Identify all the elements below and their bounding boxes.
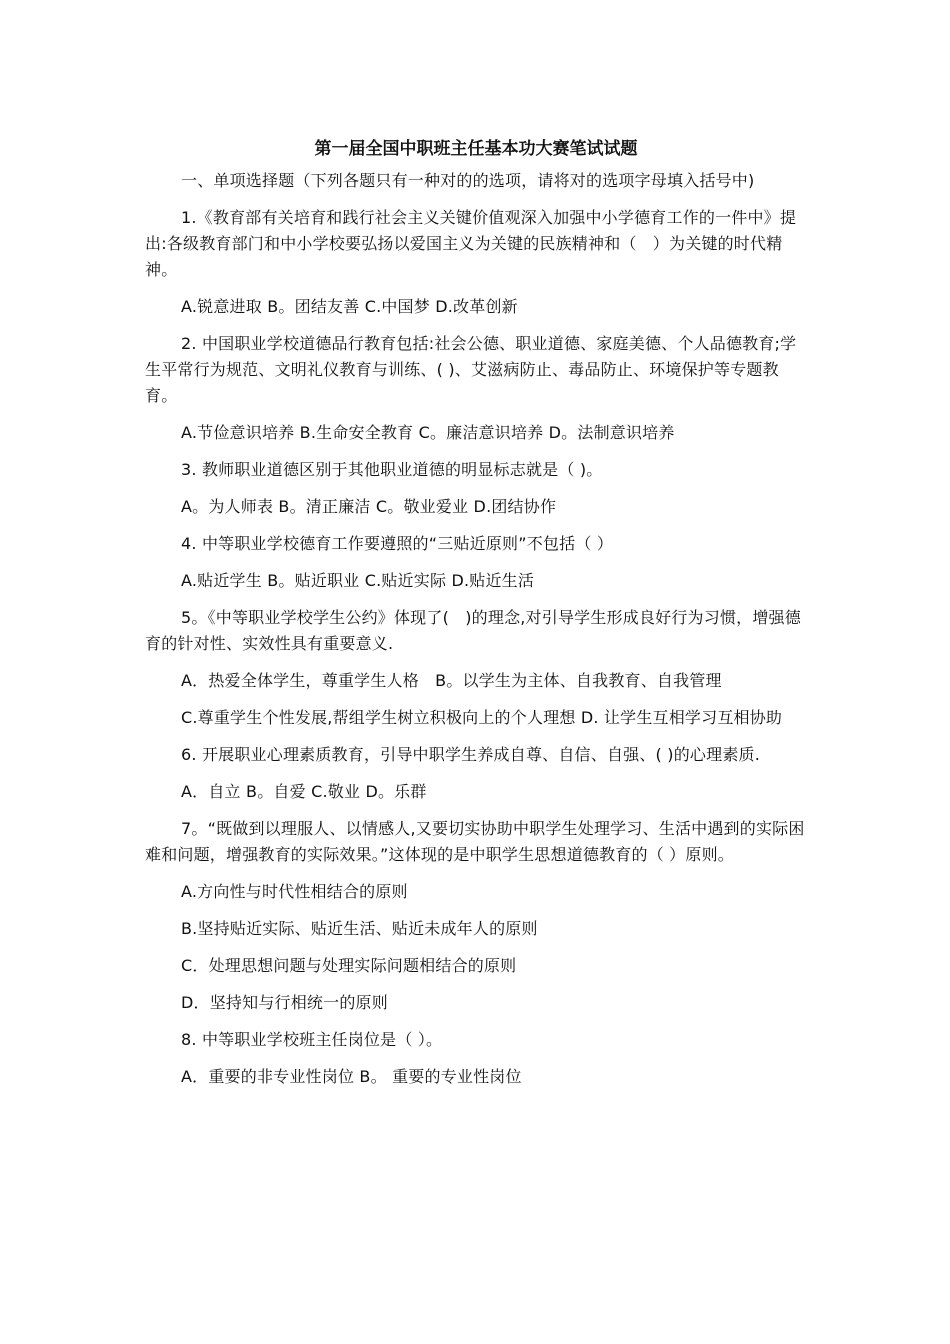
- question-stem: 4. 中等职业学校德育工作要遵照的“三贴近原则”不包括（ ）: [181, 534, 614, 553]
- question-3: [145, 457, 807, 520]
- question-6: [145, 742, 807, 805]
- section-heading: 一、单项选择题（下列各题只有一种对的的选项，请将对的选项字母填入括号中): [181, 171, 755, 190]
- question-option-a: A.方向性与时代性相结合的原则: [181, 882, 408, 901]
- question-options: A.锐意进取 B。团结友善 C.中国梦 D.改革创新: [181, 297, 518, 316]
- question-option-d: D．坚持知与行相统一的原则: [181, 993, 388, 1012]
- question-stem: 2. 中国职业学校道德品行教育包括:社会公德、职业道德、家庭美德、个人品德教育;学生平常行为规范、文明礼仪教育与训练、( )、艾滋病防止、毒品防止、环境保护等专题教育。: [145, 334, 797, 405]
- document-body: [145, 136, 807, 1101]
- question-options: A．自立 B。自爱 C.敬业 D。乐群: [181, 782, 427, 801]
- question-option-b: B.坚持贴近实际、贴近生活、贴近未成年人的原则: [181, 919, 538, 938]
- question-options: A．热爱全体学生，尊重学生人格 B。以学生为主体、自我教育、自我管理: [181, 671, 722, 690]
- question-options: A.贴近学生 B。贴近职业 C.贴近实际 D.贴近生活: [181, 571, 535, 590]
- question-options: A．重要的非专业性岗位 B。 重要的专业性岗位: [181, 1067, 522, 1086]
- question-7: [145, 816, 807, 1016]
- question-4: [145, 531, 807, 594]
- question-2: [145, 331, 807, 446]
- question-options: C.尊重学生个性发展,帮组学生树立积极向上的个人理想 D. 让学生互相学习互相协助: [181, 708, 783, 727]
- question-stem: 1.《教育部有关培育和践行社会主义关键价值观深入加强中小学德育工作的一件中》提出:各级教育部门和中小学校要弘扬以爱国主义为关键的民族精神和（ ）为关键的时代精神。: [145, 208, 797, 279]
- question-stem: 7。“既做到以理服人、以情感人,又要切实协助中职学生处理学习、生活中遇到的实际困难和问题，增强教育的实际效果。”这体现的是中职学生思想道德教育的（ ）原则。: [145, 819, 805, 864]
- question-1: [145, 205, 807, 320]
- question-8: [145, 1027, 807, 1090]
- question-5: [145, 605, 807, 731]
- question-stem: 5。《中等职业学校学生公约》体现了( )的理念,对引导学生形成良好行为习惯，增强德育的针对性、实效性具有重要意义.: [145, 608, 801, 653]
- question-stem: 8. 中等职业学校班主任岗位是（ ）。: [181, 1030, 443, 1049]
- document-title: 第一届全国中职班主任基本功大赛笔试试题: [314, 139, 638, 159]
- question-option-c: C．处理思想问题与处理实际问题相结合的原则: [181, 956, 517, 975]
- question-stem: 6. 开展职业心理素质教育，引导中职学生养成自尊、自信、自强、( )的心理素质.: [181, 745, 761, 764]
- question-options: A.节俭意识培养 B.生命安全教育 C。廉洁意识培养 D。法制意识培养: [181, 423, 675, 442]
- question-options: A。为人师表 B。清正廉洁 C。敬业爱业 D.团结协作: [181, 497, 557, 516]
- question-stem: 3. 教师职业道德区别于其他职业道德的明显标志就是（ )。: [181, 460, 603, 479]
